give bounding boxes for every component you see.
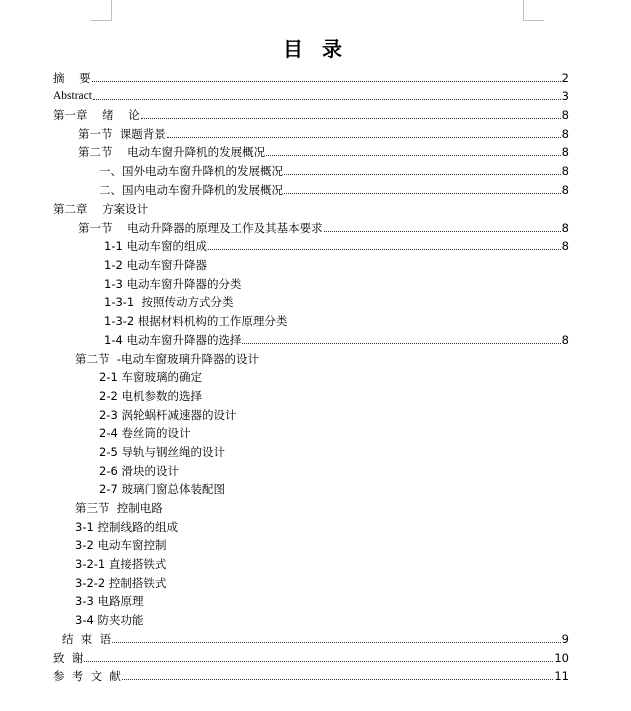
toc-leader-dots bbox=[324, 231, 561, 232]
toc-entry-label: 摘 要 bbox=[53, 71, 91, 85]
toc-leader-dots bbox=[93, 99, 561, 100]
toc-page-number: 8 bbox=[561, 333, 569, 347]
toc-page-number: 8 bbox=[561, 108, 569, 122]
toc-entry[interactable] bbox=[99, 422, 631, 440]
toc-leader-dots bbox=[141, 118, 561, 119]
toc-entry-label: 3-1 控制线路的组成 bbox=[75, 520, 178, 534]
toc-entry-label: 1-3 电动车窗升降器的分类 bbox=[104, 277, 242, 291]
toc-entry[interactable] bbox=[104, 329, 569, 347]
toc-entry-label: 参 考 文 献 bbox=[53, 669, 121, 683]
toc-entry[interactable] bbox=[99, 179, 569, 197]
toc-entry-label: 2-4 卷丝筒的设计 bbox=[99, 426, 191, 440]
toc-entry[interactable] bbox=[99, 404, 631, 422]
toc-entry[interactable] bbox=[75, 572, 631, 590]
toc-entry-label: 1-3-1 按照传动方式分类 bbox=[104, 295, 234, 309]
toc-entry-label: 1-4 电动车窗升降器的选择 bbox=[104, 333, 242, 347]
toc-entry-label: 2-1 车窗玻璃的确定 bbox=[99, 370, 202, 384]
toc-entry[interactable] bbox=[53, 85, 569, 103]
toc-entry[interactable] bbox=[104, 310, 631, 328]
toc-title: 目 录 bbox=[283, 37, 348, 61]
toc-entry-label: 2-6 滑块的设计 bbox=[99, 464, 179, 478]
toc-leader-dots bbox=[122, 679, 553, 680]
toc-entry[interactable] bbox=[78, 217, 569, 235]
toc-entry[interactable] bbox=[53, 665, 569, 683]
toc-entry[interactable] bbox=[104, 273, 631, 291]
toc-entry-label: 3-2-1 直接搭铁式 bbox=[75, 557, 167, 571]
crop-mark-left bbox=[91, 0, 112, 21]
toc-page-number: 8 bbox=[561, 127, 569, 141]
toc-leader-dots bbox=[266, 155, 561, 156]
toc-entry-label: 3-4 防夹功能 bbox=[75, 613, 144, 627]
toc-entry[interactable] bbox=[104, 235, 569, 253]
toc-leader-dots bbox=[242, 343, 560, 344]
toc-entry[interactable] bbox=[75, 609, 631, 627]
toc-leader-dots bbox=[112, 642, 561, 643]
toc-leader-dots bbox=[92, 81, 561, 82]
toc-entry[interactable] bbox=[75, 497, 631, 515]
toc-entry-label: 第二节 电动车窗升降机的发展概况 bbox=[78, 145, 266, 159]
toc-entry-label: 3-2-2 控制搭铁式 bbox=[75, 576, 167, 590]
toc-entry[interactable] bbox=[75, 348, 631, 366]
toc-entry-label: 2-3 涡轮蜗杆减速器的设计 bbox=[99, 408, 237, 422]
toc-entry-label: 第三节 控制电路 bbox=[75, 501, 163, 515]
toc-entry-label: 第一节 课题背景 bbox=[78, 127, 166, 141]
toc-entry[interactable] bbox=[75, 553, 631, 571]
toc-page-number: 8 bbox=[561, 164, 569, 178]
toc-entry-label: 结 束 语 bbox=[62, 632, 112, 646]
toc-entry-label: 2-2 电机参数的选择 bbox=[99, 389, 202, 403]
toc-entry-label: 致 谢 bbox=[53, 651, 84, 665]
toc-entry[interactable] bbox=[99, 441, 631, 459]
toc-entry-label: 1-2 电动车窗升降器 bbox=[104, 258, 207, 272]
toc-leader-dots bbox=[167, 137, 561, 138]
toc-entry[interactable] bbox=[75, 590, 631, 608]
toc-leader-dots bbox=[284, 193, 561, 194]
toc-entry[interactable] bbox=[104, 254, 631, 272]
toc-entry[interactable] bbox=[99, 460, 631, 478]
toc-entry[interactable] bbox=[78, 141, 569, 159]
toc-leader-dots bbox=[84, 661, 553, 662]
toc-entry[interactable] bbox=[78, 123, 569, 141]
toc-page-number: 8 bbox=[561, 239, 569, 253]
toc-entry[interactable] bbox=[104, 291, 631, 309]
toc-entry[interactable] bbox=[53, 647, 569, 665]
toc-page-number: 3 bbox=[561, 89, 569, 103]
crop-mark-right bbox=[523, 0, 544, 21]
toc-page-number: 9 bbox=[561, 632, 569, 646]
toc-entry-label: Abstract bbox=[53, 90, 92, 102]
toc-entry[interactable] bbox=[99, 385, 631, 403]
toc-leader-dots bbox=[284, 174, 561, 175]
toc-entry[interactable] bbox=[53, 104, 569, 122]
toc-page-number: 8 bbox=[561, 183, 569, 197]
toc-entry-label: 第一节 电动升降器的原理及工作及其基本要求 bbox=[78, 221, 323, 235]
toc-leader-dots bbox=[208, 249, 561, 250]
toc-entry-label: 第一章 绪 论 bbox=[53, 108, 140, 122]
toc-entry[interactable] bbox=[75, 516, 631, 534]
toc-entry[interactable] bbox=[53, 67, 569, 85]
toc-entry-label: 一、国外电动车窗升降机的发展概况 bbox=[99, 164, 283, 178]
toc-entry[interactable] bbox=[75, 534, 631, 552]
toc-entry-label: 第二章 方案设计 bbox=[53, 202, 149, 216]
toc-entry[interactable] bbox=[99, 160, 569, 178]
toc-entry[interactable] bbox=[53, 198, 631, 216]
toc-entry-label: 3-3 电路原理 bbox=[75, 594, 144, 608]
toc-entry-label: 3-2 电动车窗控制 bbox=[75, 538, 167, 552]
toc-page-number: 11 bbox=[554, 669, 569, 683]
toc-page-number: 10 bbox=[554, 651, 569, 665]
toc-entry[interactable] bbox=[99, 478, 631, 496]
toc-entry-label: 2-7 玻璃门窗总体装配图 bbox=[99, 482, 225, 496]
toc-entry[interactable] bbox=[62, 628, 569, 646]
toc-entry-label: 1-3-2 根据材料机构的工作原理分类 bbox=[104, 314, 288, 328]
toc-entry-label: 第二节 -电动车窗玻璃升降器的设计 bbox=[75, 352, 259, 366]
toc-page-number: 8 bbox=[561, 221, 569, 235]
toc-entry-label: 2-5 导轨与钢丝绳的设计 bbox=[99, 445, 225, 459]
toc-page-number: 8 bbox=[561, 145, 569, 159]
toc-entry-label: 二、国内电动车窗升降机的发展概况 bbox=[99, 183, 283, 197]
toc-entry-label: 1-1 电动车窗的组成 bbox=[104, 239, 207, 253]
toc-entry[interactable] bbox=[99, 366, 631, 384]
toc-page-number: 2 bbox=[561, 71, 569, 85]
